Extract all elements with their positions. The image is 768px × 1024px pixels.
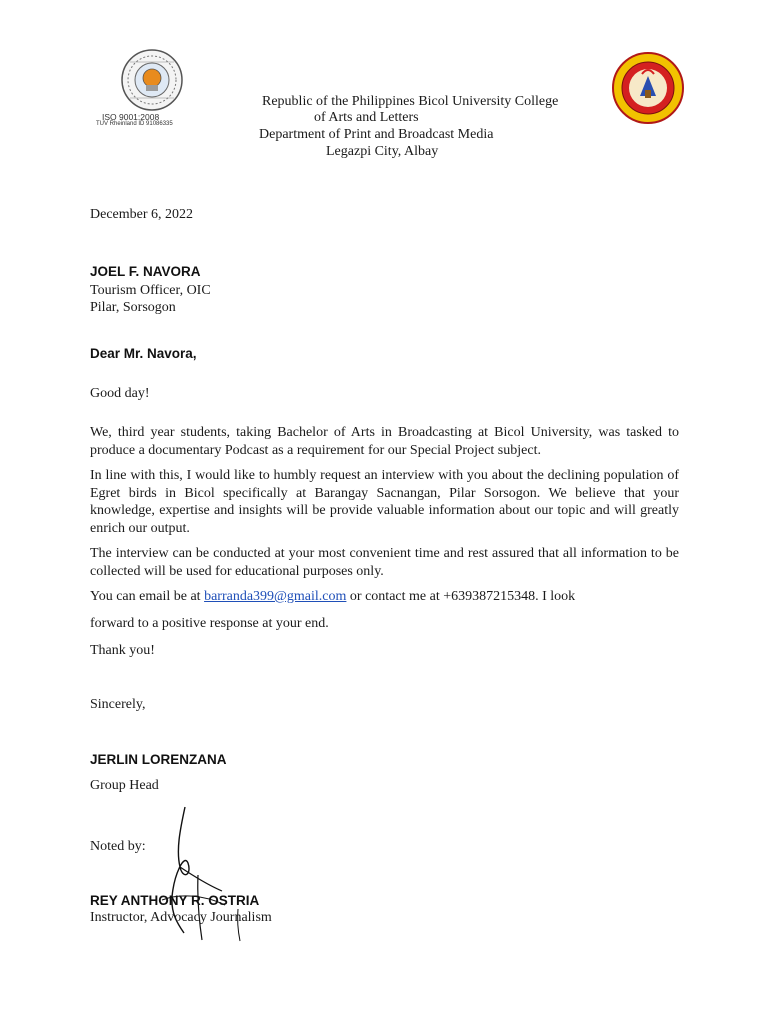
noter-name: REY ANTHONY R. OSTRIA [90, 893, 260, 908]
greeting: Good day! [90, 386, 150, 401]
recipient-name: JOEL F. NAVORA [90, 264, 201, 279]
iso-id-text: TUV Rheinland ID 91086335 [96, 121, 173, 127]
body-paragraph-2: In line with this, I would like to humbly request an interview with you about the declining population of Egret birds in Bicol specifically at Barangay Sacnangan, Pilar Sorsogon. We believe that your knowledge, expertise and insights will be provide valuable information about our topic and will greatly enrich our output. [90, 468, 679, 536]
letter-date: December 6, 2022 [90, 207, 194, 222]
body-paragraph-3: The interview can be conducted at your most convenient time and rest assured that all information to be collected will be used for educational purposes only. [90, 546, 679, 579]
college-seal-icon [612, 52, 684, 124]
iso-cert-text: ISO 9001:2008 [102, 112, 160, 122]
header-line-republic: Republic of the Philippines Bicol University College [262, 94, 559, 109]
recipient-location: Pilar, Sorsogon [90, 300, 176, 315]
iso-logo [96, 48, 208, 128]
noter-role: Instructor, Advocacy Journalism [90, 910, 272, 925]
header-line-college: of Arts and Letters [314, 110, 419, 125]
salutation: Dear Mr. Navora, [90, 346, 197, 361]
body-paragraph-contact [90, 589, 575, 605]
sender-role: Group Head [90, 778, 159, 793]
body-paragraph-forward: forward to a positive response at your end. [90, 616, 329, 631]
contact-text-before: You can email be at [90, 589, 205, 604]
university-emblem-icon [96, 48, 208, 114]
thank-you: Thank you! [90, 643, 155, 658]
closing: Sincerely, [90, 697, 146, 712]
email-link[interactable]: barranda399@gmail.com [204, 589, 347, 604]
header-line-department: Department of Print and Broadcast Media [259, 127, 494, 142]
header-line-city: Legazpi City, Albay [326, 144, 439, 159]
contact-text-after: or contact me at +639387215348. I look [346, 589, 576, 604]
noted-by-label: Noted by: [90, 839, 146, 854]
body-paragraph-1: We, third year students, taking Bachelor of Arts in Broadcasting at Bicol University, was tasked to produce a documentary Podcast as a requirement for our Special Project subject. [90, 425, 679, 458]
sender-name: JERLIN LORENZANA [90, 752, 227, 767]
recipient-title: Tourism Officer, OIC [90, 283, 211, 298]
college-seal [612, 52, 684, 124]
